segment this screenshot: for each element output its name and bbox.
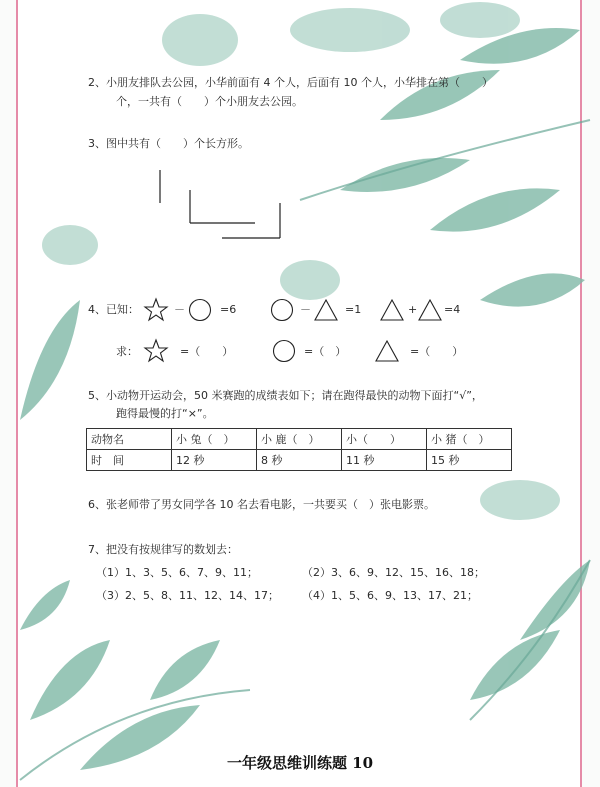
question-2-line2: 个，一共有（ ）个小朋友去公园。 (116, 95, 303, 108)
eq1-operator: － (174, 303, 185, 316)
question-5-line1: 5、小动物开运动会，50 米赛跑的成绩表如下；请在跑得最快的动物下面打“√”， (88, 389, 483, 402)
race-results-table (86, 428, 512, 471)
question-5-line2: 跑得最慢的打“×”。 (116, 407, 214, 420)
triangle-icon (314, 298, 338, 322)
table-cell: 小 猪（ ） (427, 429, 512, 450)
rectangle-lines-figure (150, 168, 290, 243)
table-cell: 小（ ） (342, 429, 427, 450)
star-icon (144, 298, 168, 322)
list-item: （3）2、5、8、11、12、14、17； (96, 589, 279, 602)
list-item: （2）3、6、9、12、15、16、18； (302, 566, 485, 579)
table-cell: 时 间 (87, 450, 172, 471)
table-cell: 15 秒 (427, 450, 512, 471)
list-item: （4）1、5、6、9、13、17、21； (302, 589, 478, 602)
eq1-result: =6 (220, 303, 237, 316)
list-item: （1）1、3、5、6、7、9、11； (96, 566, 258, 579)
question-3: 3、图中共有（ ）个长方形。 (88, 137, 249, 150)
triangle-icon (380, 298, 404, 322)
ask3: =（ ） (410, 345, 464, 358)
ask2: =（ ） (304, 345, 347, 358)
question-6: 6、张老师带了男女同学各 10 名去看电影，一共要买（ ）张电影票。 (88, 498, 435, 511)
table-cell: 小 兔（ ） (172, 429, 257, 450)
eq2-operator: － (300, 303, 311, 316)
table-row (87, 450, 512, 471)
page-title: 一年级思维训练题 10 (226, 754, 374, 772)
table-cell: 8 秒 (257, 450, 342, 471)
question-4-known-label: 4、已知： (88, 303, 139, 316)
table-cell: 11 秒 (342, 450, 427, 471)
table-cell: 动物名 (87, 429, 172, 450)
circle-icon (270, 298, 294, 322)
eq2-result: =1 (345, 303, 362, 316)
eq3-result: =4 (444, 303, 461, 316)
table-cell: 12 秒 (172, 450, 257, 471)
ask1: =（ ） (180, 345, 234, 358)
circle-icon (188, 298, 212, 322)
table-cell: 小 鹿（ ） (257, 429, 342, 450)
triangle-icon (418, 298, 442, 322)
question-2-line1: 2、小朋友排队去公园，小华前面有 4 个人，后面有 10 个人，小华排在第（ ） (88, 76, 493, 89)
circle-icon (272, 339, 296, 363)
eq3-operator: + (408, 303, 418, 316)
table-row (87, 429, 512, 450)
star-icon (144, 339, 168, 363)
question-4-ask-label: 求： (116, 345, 138, 358)
question-7-title: 7、把没有按规律写的数划去： (88, 543, 238, 556)
triangle-icon (375, 339, 399, 363)
